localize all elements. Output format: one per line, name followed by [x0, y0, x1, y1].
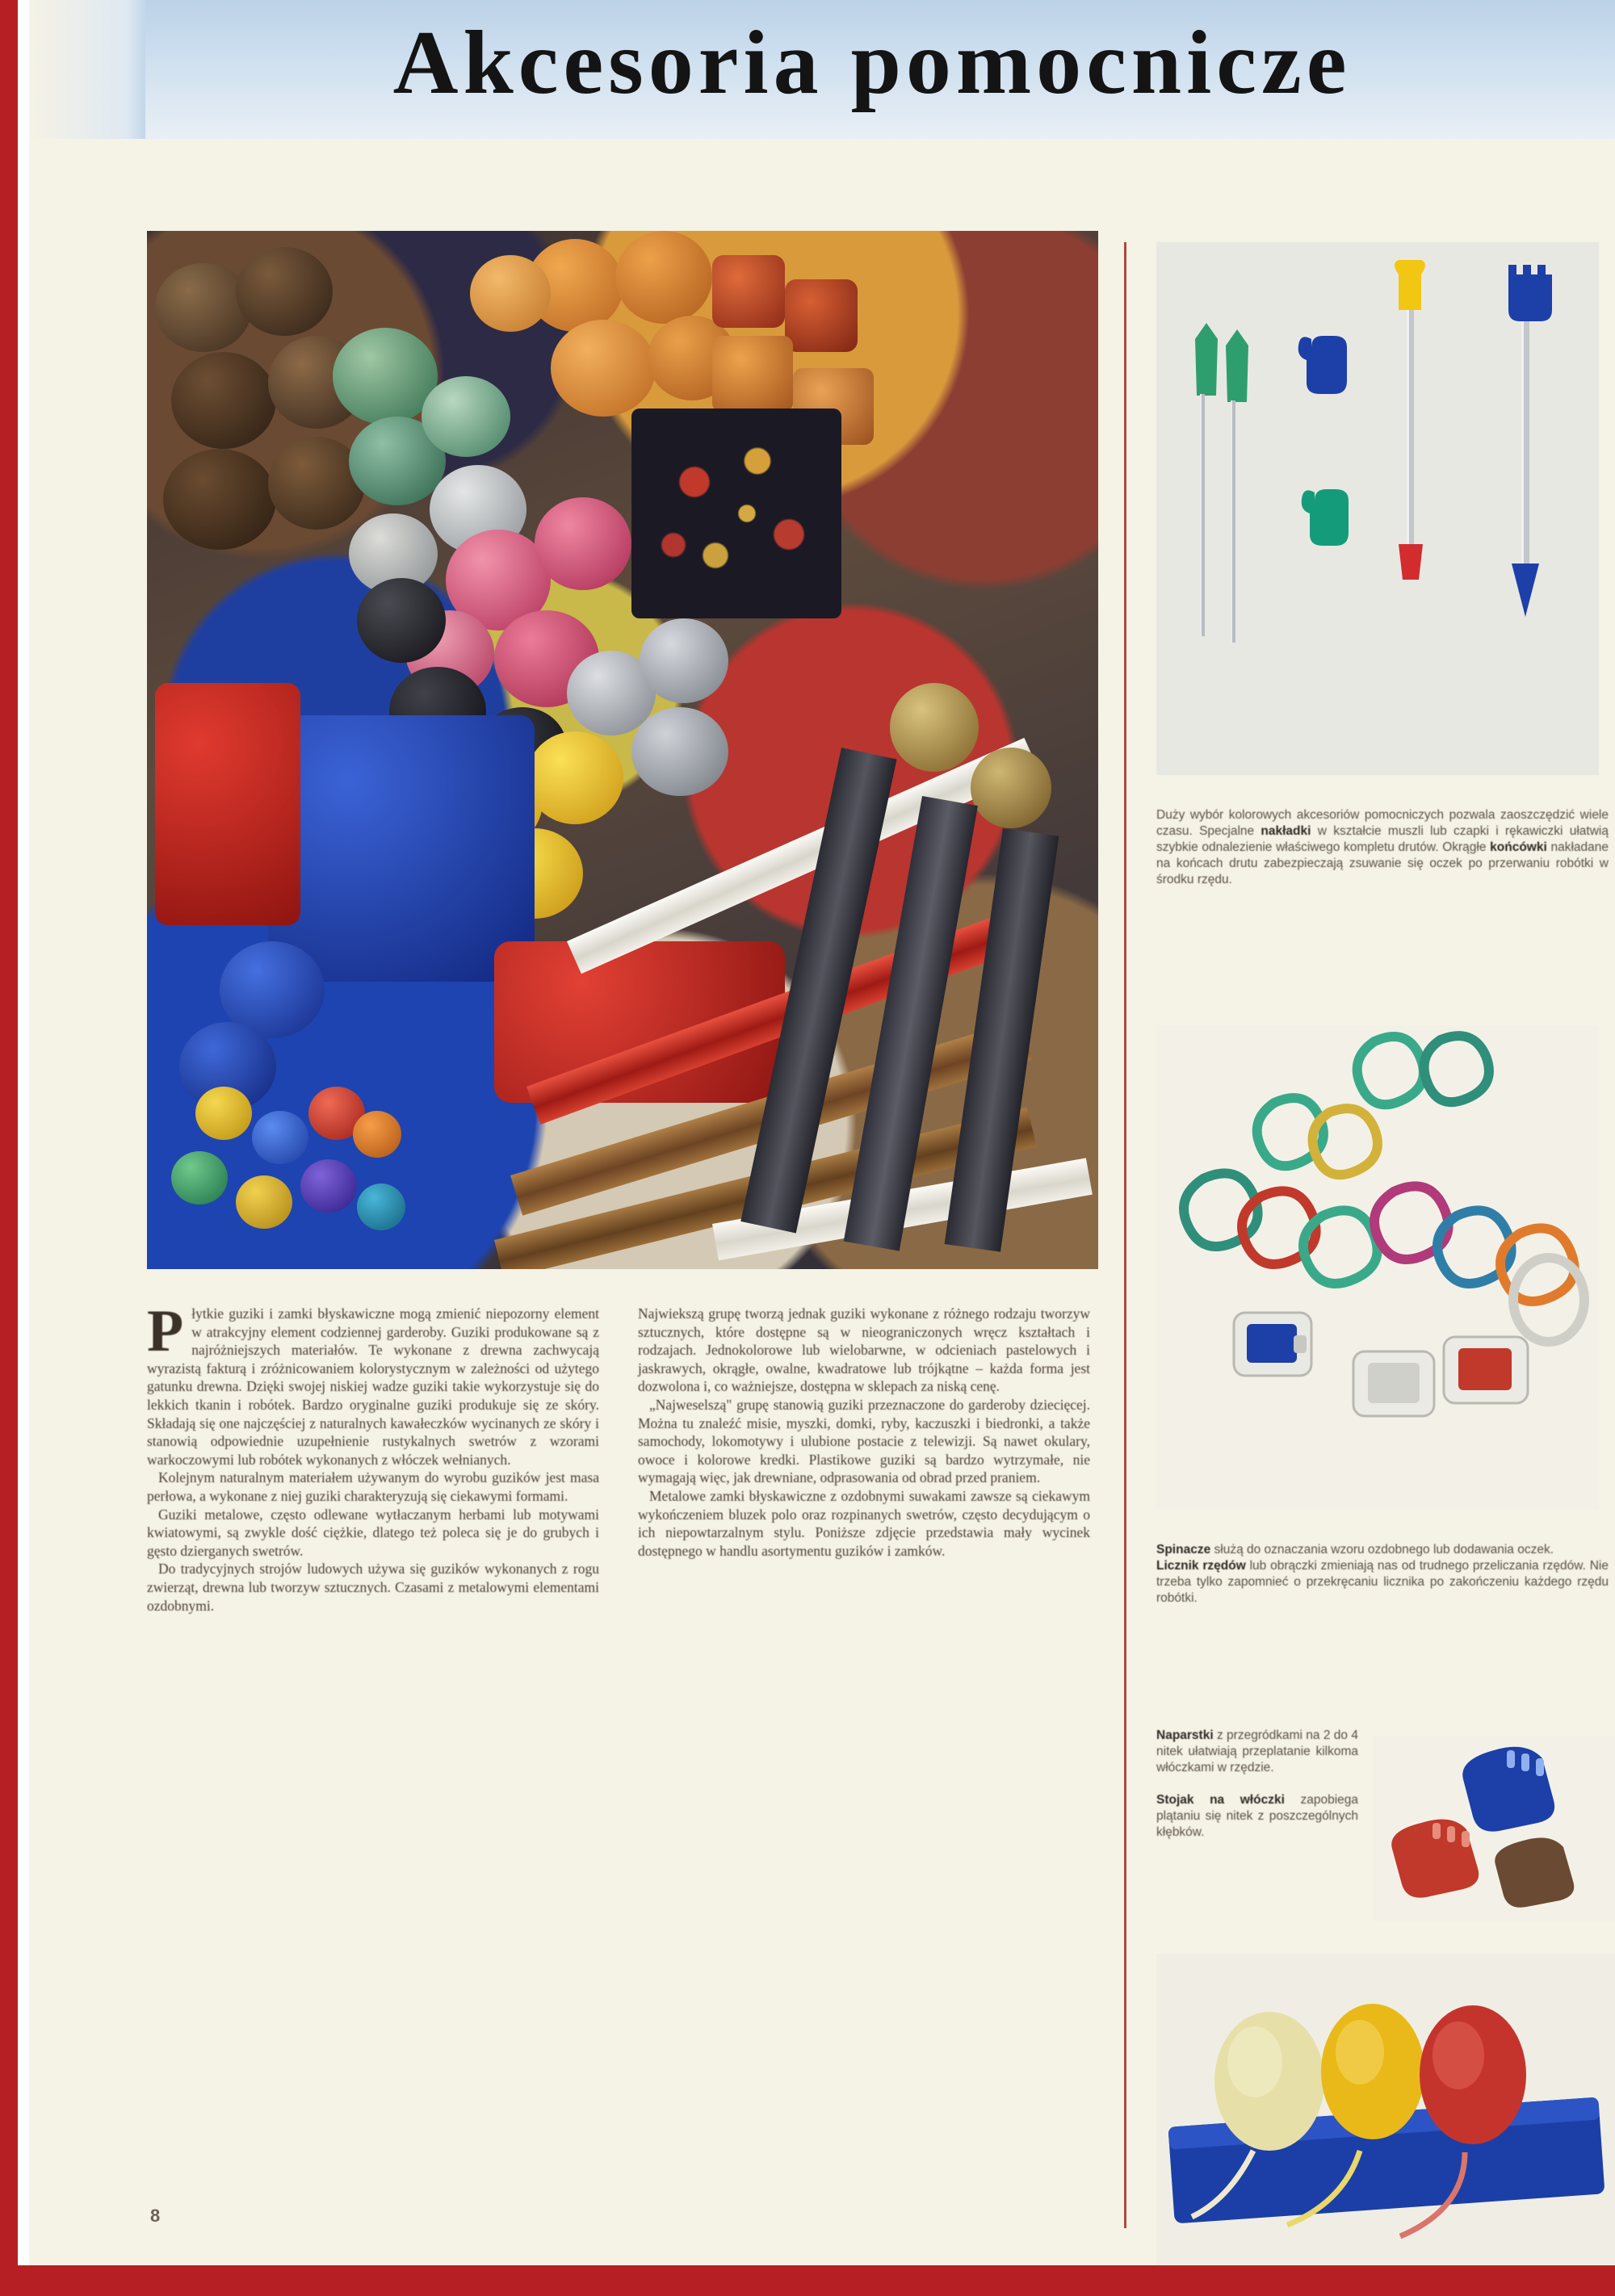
caption-text-after: nakładane na końcach drutu zabezpieczają zsuwanie się oczek po przerwaniu robótki w środku rzędu.	[1156, 840, 1609, 886]
paragraph	[638, 1305, 1090, 1396]
button-dark-floral	[631, 409, 841, 618]
paragraph-text: Do tradycyjnych strojów ludowych używa się guzików wykonanych z rogu zwierząt, drewna lub tworzyw sztucznych. Czasami z metalowymi elementami ozdobnymi.	[147, 1561, 599, 1614]
paragraph-text: Metalowe zamki błyskawiczne z ozdobnymi suwakami zawsze są ciekawym wykończeniem bluzek polo oraz rozpinanych swetrów, często decydującym o ich niepowtarzalnym stylu. Poniższe zdjęcie przedstawia mały wycinek dostępnego w handlu asortymentu guzików i zamków.	[638, 1487, 1090, 1559]
paragraph	[147, 1560, 599, 1615]
clips-counters-illustration	[1156, 1025, 1599, 1510]
button-orange	[551, 320, 656, 417]
caption-text-before: Duży wybór kolorowych akcesoriów pomocniczych pozwala zaoszczędzić wiele czasu. Specjalne	[1156, 808, 1609, 838]
caption-clips-counters	[1156, 1542, 1609, 1607]
article-column-left	[147, 1298, 599, 1615]
paragraph-text: łytkie guziki i zamki błyskawiczne mogą zmienić niepozorny element w atrakcyjny element codziennej garderoby. Guziki produkowane są z najróżniejszych materiałów. Te wykonane z drewna zachwycają wyrazistą fakturą i zróżnicowaniem kolorystycznym w zależności od użytego gatunku drewna. Dzięki swojej niskiej wadze guziki takie wykorzystuje się do lekkich tkanin i robótek. Bardzo oryginalne guziki produkuje się ze skóry. Składają się one najczęściej z naturalnych kawałeczków wycinanych ze skóry i stanowią odpowiednie uzupełnienie rustykalnych swetrów z wzorami warkoczowymi lub robótek wykonanych z włóczek wełnianych.	[147, 1305, 599, 1468]
paragraph	[147, 1469, 599, 1505]
button-cluster-brown	[163, 449, 276, 550]
zipper-pull-ornate	[890, 683, 979, 772]
photo-buttons-collage	[147, 231, 1098, 1269]
header-band-fade	[29, 0, 150, 139]
button-cluster-brown	[236, 247, 333, 336]
paragraph-text: „Najweselszą" grupę stanowią guziki przeznaczone do garderoby dziecięcej. Można tu znaleźć misie, myszki, domki, ryby, kaczuszki i biedronki, a także samochody, lokomotywy i ulubione postacie z telewizji. Są nawet okulary, owoce i kolorowe kredki. Plastikowe guziki są bardzo wytrzymałe, nie wymagają więc, jak drewniane, odprasowania od obrad przed praniem.	[638, 1396, 1090, 1486]
caption-thimbles	[1156, 1728, 1358, 1841]
caption-bold-stojak: Stojak na włóczki	[1156, 1793, 1285, 1807]
button-red-field	[155, 683, 300, 925]
caption-bold-koncowki: końcówki	[1490, 840, 1547, 854]
paragraph	[638, 1487, 1090, 1560]
button-square-red	[785, 279, 858, 352]
zipper-pull-ornate	[971, 748, 1051, 828]
button-square-orange	[712, 336, 793, 413]
bead-cluster	[195, 1087, 252, 1140]
bead-cluster	[357, 1184, 405, 1230]
column-divider	[1124, 242, 1126, 2228]
button-cluster-green	[422, 376, 510, 457]
caption-text-middle: w kształcie muszli lub czapki i rękawiczki ułatwią szybkie odnalezienie właściwego kompletu drutów. Okrągłe	[1156, 824, 1609, 854]
caption-bold-nakladki: nakładki	[1261, 824, 1311, 838]
photo-yarn-stand	[1156, 1954, 1615, 2265]
bead-cluster	[300, 1159, 357, 1213]
paragraph-text: Najwiekszą grupę tworzą jednak guziki wykonane z różnego rodzaju tworzyw sztucznych, które dostępne są w nieograniczonych wręcz kształtach i rodzajach. Jednokolorowe lub wielobarwne, w odcieniach pastelowych i jaskrawych, okrągłe, owalne, kwadratowe lub trójkątne – każda forma jest dozwolona i, co ważniejsze, dostępna w sklepach za niską cenę.	[638, 1305, 1090, 1395]
paragraph-text: Kolejnym naturalnym materiałem używanym do wyrobu guzików jest masa perłowa, a wykonane z niej guziki charakteryzują się ciekawymi formami.	[147, 1469, 599, 1504]
button-orange	[470, 255, 551, 332]
paragraph	[638, 1396, 1090, 1487]
caption-thimbles-text-1: z przegródkami na 2 do 4 nitek ułatwiają przeplatanie kilkoma włóczkami w rzędzie.	[1156, 1728, 1358, 1774]
button-silver-filigree	[640, 618, 728, 703]
button-pink	[535, 497, 631, 590]
button-cluster-brown	[155, 263, 252, 352]
caption-thimbles-text-2: zapobiega plątaniu się nitek z poszczególnych kłębków.	[1156, 1793, 1358, 1839]
button-yellow	[526, 731, 623, 824]
yarn-stand-illustration	[1156, 1954, 1615, 2265]
left-red-margin-bar	[0, 0, 18, 2296]
bead-cluster	[171, 1151, 228, 1205]
photo-needle-accessories	[1156, 242, 1599, 775]
photo-thimbles	[1373, 1736, 1615, 1921]
bead-cluster	[252, 1111, 308, 1164]
bottom-red-bar	[0, 2265, 1615, 2296]
caption-clips-text-2: lub obrączki zmieniają nas od trudnego przeliczania rzędów. Nie trzeba tylko zapomnieć o przekręcaniu licznika po zakończeniu każdego rzędu robótki.	[1156, 1559, 1609, 1605]
caption-bold-spinacze: Spinacze	[1156, 1543, 1211, 1557]
button-black	[357, 578, 446, 663]
page-number: 8	[150, 2206, 161, 2226]
caption-clips-text-1: służą do oznaczania wzoru ozdobnego lub dodawania oczek.	[1210, 1543, 1554, 1557]
bead-cluster	[353, 1111, 401, 1158]
button-square-red	[712, 255, 785, 328]
button-orange	[615, 231, 712, 324]
paragraph-text: Guziki metalowe, często odlewane wytłaczanym herbami lub motywami kwiatowymi, są zwykle dość ciężkie, dlatego też poleca się je do grubych i gęsto dzierganych swetrów.	[147, 1506, 599, 1559]
bead-cluster	[236, 1175, 292, 1229]
caption-bold-licznik: Licznik rzędów	[1156, 1559, 1246, 1573]
button-blue-field	[268, 715, 535, 982]
page-title: Akcesoria pomocnicze	[392, 13, 1352, 113]
button-cluster-brown	[171, 352, 276, 449]
photo-clips-counters	[1156, 1025, 1599, 1510]
button-silver-filigree	[631, 707, 728, 796]
drop-cap: P	[147, 1298, 184, 1364]
caption-needle-accessories	[1156, 807, 1609, 888]
needle-accessories-illustration	[1156, 242, 1599, 775]
paragraph	[147, 1506, 599, 1561]
left-white-gap	[18, 0, 29, 2296]
caption-bold-naparstki: Naparstki	[1156, 1728, 1214, 1742]
thimbles-illustration	[1373, 1736, 1615, 1921]
paragraph	[147, 1298, 599, 1469]
article-column-right	[638, 1305, 1090, 1560]
